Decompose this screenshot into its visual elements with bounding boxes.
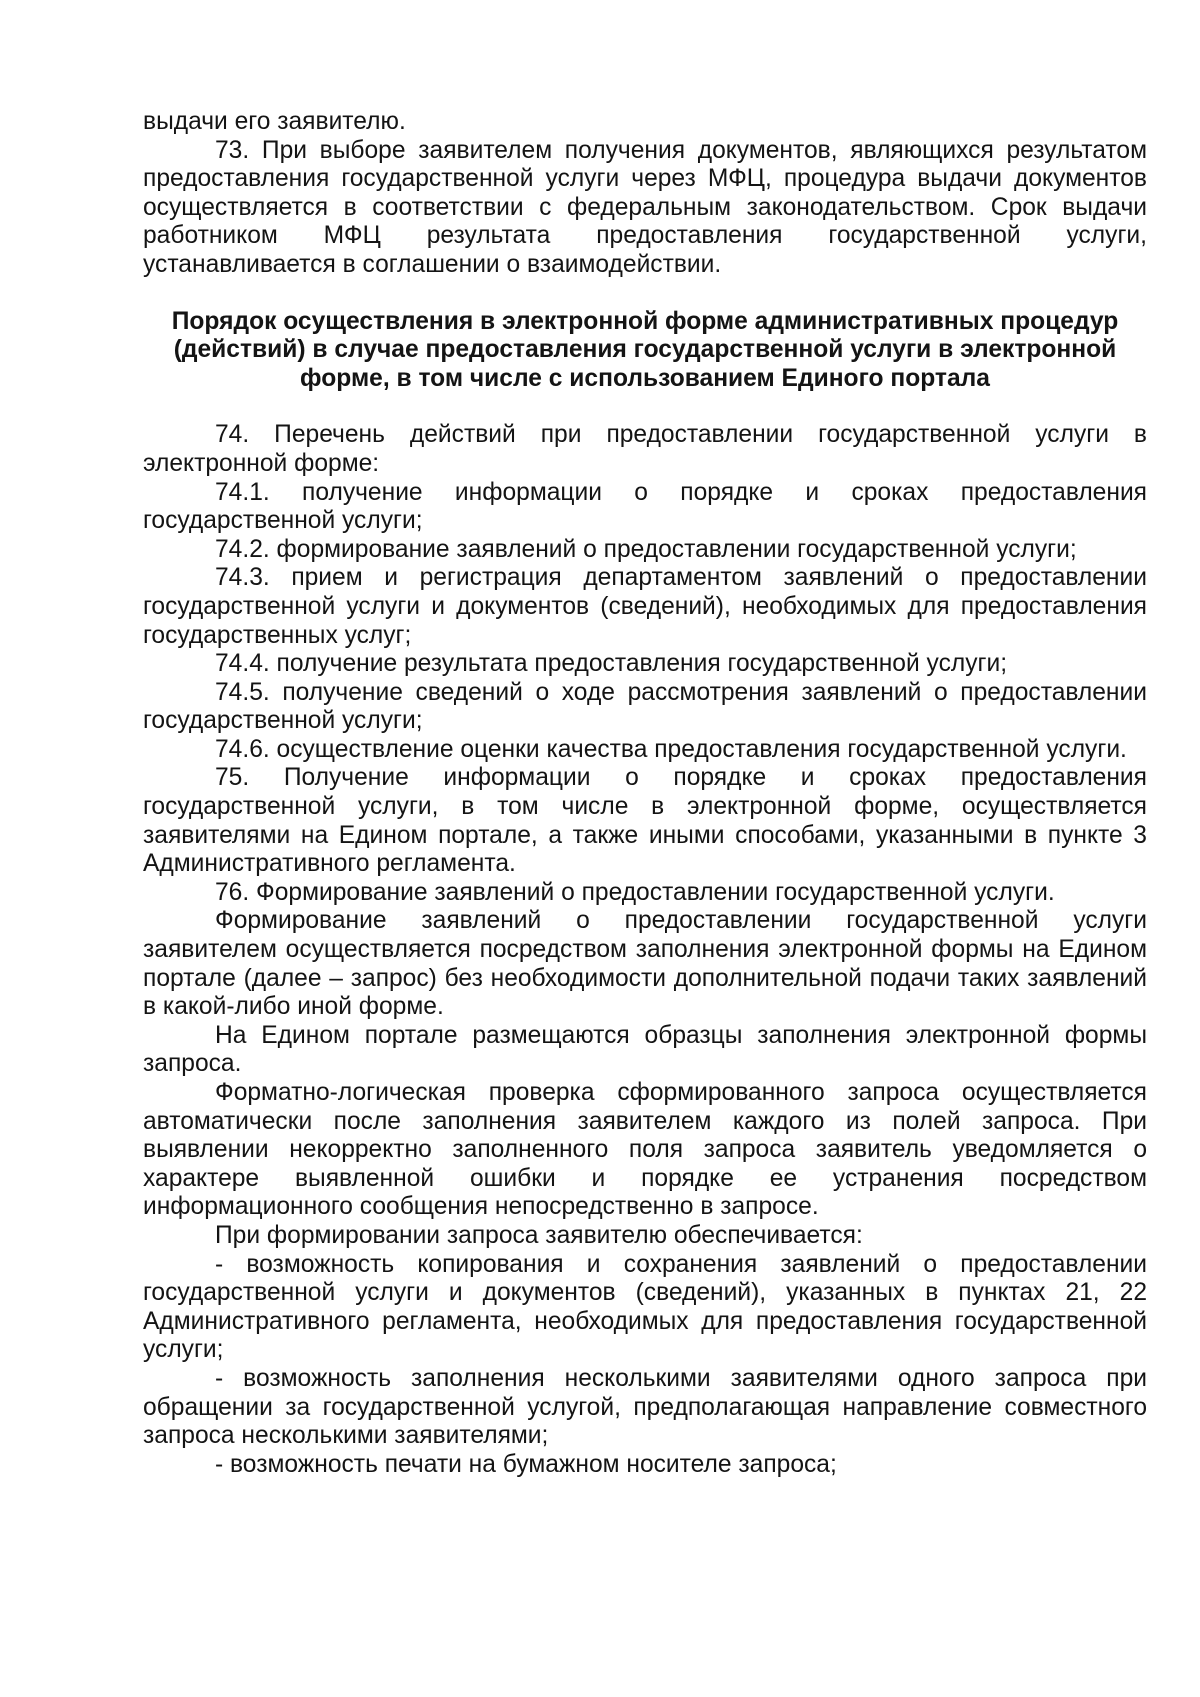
- paragraph-76-b: На Едином портале размещаются образцы заполнения электронной формы запроса.: [143, 1021, 1147, 1078]
- paragraph-74-6: 74.6. осуществление оценки качества предоставления государственной услуги.: [215, 735, 1127, 763]
- paragraph-continuation: выдачи его заявителю.: [143, 108, 406, 135]
- spacer: [143, 280, 1147, 308]
- list-item: - возможность копирования и сохранения заявлений о предоставлении государственной услуги и документов (сведений), указанных в пунктах 21, 22 Административного регламента, необходимых для предоставления государственной услуги;: [143, 1250, 1147, 1364]
- paragraph-74-1: 74.1. получение информации о порядке и сроках предоставления государственной услуги;: [143, 478, 1147, 535]
- paragraph-74-4: 74.4. получение результата предоставления государственной услуги;: [215, 650, 1008, 678]
- paragraph-76-a: Формирование заявлений о предоставлении государственной услуги заявителем осуществляется посредством заполнения электронной формы на Едином портале (далее – запрос) без необходимости дополнительной подачи таких заявлений в какой-либо иной форме.: [143, 907, 1147, 1021]
- paragraph-76-d: При формировании запроса заявителю обеспечивается:: [215, 1221, 863, 1249]
- paragraph-74-3: 74.3. прием и регистрация департаментом заявлений о предоставлении государственной услуги и документов (сведений), необходимых для предоставления государственных услуг;: [143, 564, 1147, 649]
- document-body: [143, 108, 1147, 1479]
- section-heading: Порядок осуществления в электронной форме административных процедур (действий) в случае предоставления государственной услуги в электронной форме, в том числе с использованием Единого портала: [171, 307, 1119, 392]
- paragraph-74-2: 74.2. формирование заявлений о предоставлении государственной услуги;: [215, 535, 1077, 563]
- list-item: - возможность печати на бумажном носителе запроса;: [215, 1450, 837, 1478]
- paragraph-76: 76. Формирование заявлений о предоставлении государственной услуги.: [215, 878, 1055, 906]
- paragraph-76-c: Форматно-логическая проверка сформированного запроса осуществляется автоматически после заполнения заявителем каждого из полей запроса. При выявлении некорректно заполненного поля запроса заявитель уведомляется о характере выявленной ошибки и порядке ее устранения посредством информационного сообщения непосредственно в запросе.: [143, 1079, 1147, 1221]
- paragraph-75: 75. Получение информации о порядке и сроках предоставления государственной услуги, в том числе в электронной форме, осуществляется заявителями на Едином портале, а также иными способами, указанными в пункте 3 Административного регламента.: [143, 764, 1147, 878]
- list-item: - возможность заполнения несколькими заявителями одного запроса при обращении за государственной услугой, предполагающая направление совместного запроса несколькими заявителями;: [143, 1364, 1147, 1450]
- paragraph-74: 74. Перечень действий при предоставлении государственной услуги в электронной форме:: [143, 421, 1147, 477]
- paragraph-74-5: 74.5. получение сведений о ходе рассмотрения заявлений о предоставлении государственной услуги;: [143, 678, 1147, 735]
- paragraph-73: 73. При выборе заявителем получения документов, являющихся результатом предоставления государственной услуги через МФЦ, процедура выдачи документов осуществляется в соответствии с федеральным законодательством. Срок выдачи работником МФЦ результата предоставления государственной услуги, устанавливается в соглашении о взаимодействии.: [143, 136, 1147, 278]
- spacer: [143, 393, 1147, 421]
